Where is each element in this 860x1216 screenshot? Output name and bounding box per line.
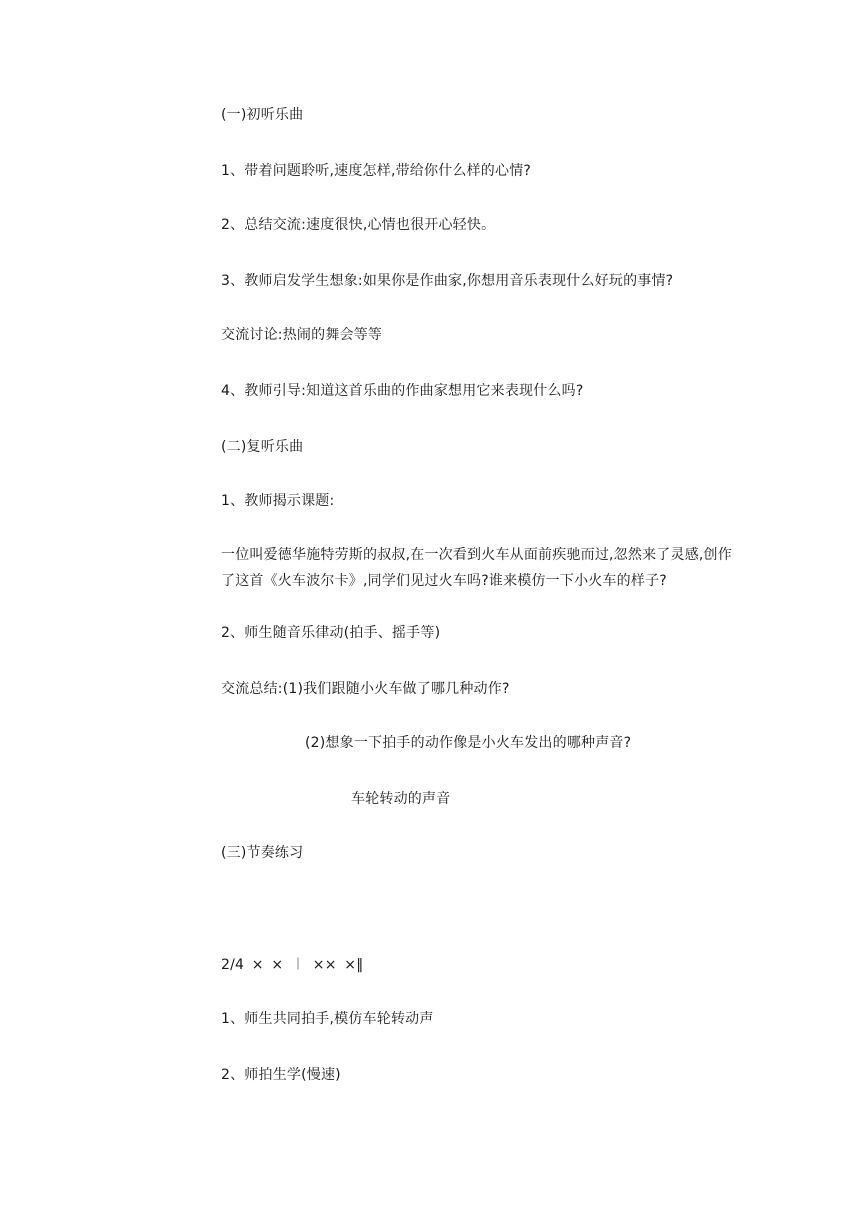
answer-text: 车轮转动的声音 — [351, 791, 451, 807]
list-item-clap-together: 1、师生共同拍手,模仿车轮转动声 — [221, 1011, 434, 1027]
list-item-question: 1、带着问题聆听,速度怎样,带给你什么样的心情? — [221, 163, 532, 179]
list-item-movement: 2、师生随音乐律动(拍手、摇手等) — [221, 625, 441, 641]
story-paragraph: 一位叫爱德华施特劳斯的叔叔,在一次看到火车从面前疾驰而过,忽然来了灵感,创作了这首《火车波尔卡》,同学们见过火车吗?谁来模仿一下小火车的样子? — [221, 547, 732, 589]
section-heading-relisten: (二)复听乐曲 — [221, 439, 304, 455]
list-item-imagination: 3、教师启发学生想象:如果你是作曲家,你想用音乐表现什么好玩的事情? — [221, 273, 674, 289]
list-item-topic: 1、教师揭示课题: — [221, 493, 335, 509]
discussion-text: 交流讨论:热闹的舞会等等 — [221, 327, 383, 343]
list-item-summary: 2、总结交流:速度很快,心情也很开心轻快。 — [221, 217, 496, 233]
rhythm-notation: 2/4 × × ︱ ×× ×‖ — [221, 957, 364, 973]
section-heading-rhythm: (三)节奏练习 — [221, 845, 304, 861]
section-heading-first-listen: (一)初听乐曲 — [221, 107, 304, 123]
summary-question-one: 交流总结:(1)我们跟随小火车做了哪几种动作? — [221, 681, 510, 697]
summary-question-two: (2)想象一下拍手的动作像是小火车发出的哪种声音? — [305, 735, 632, 751]
list-item-teacher-clap: 2、师拍生学(慢速) — [221, 1067, 341, 1083]
list-item-guidance: 4、教师引导:知道这首乐曲的作曲家想用它来表现什么吗? — [221, 383, 584, 399]
